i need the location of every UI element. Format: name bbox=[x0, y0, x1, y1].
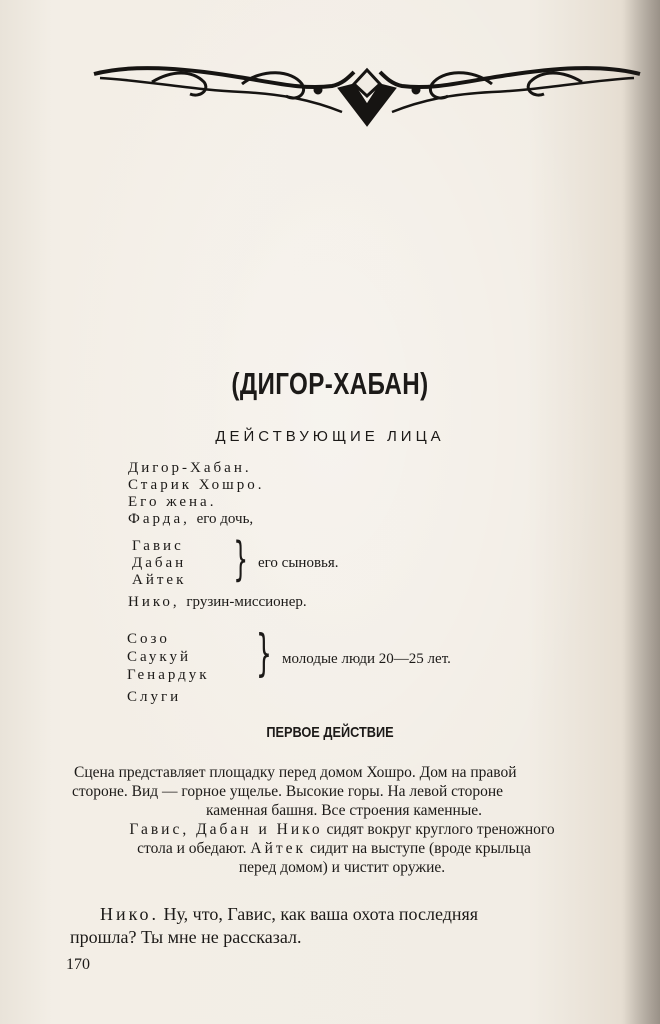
brace-icon: } bbox=[255, 624, 272, 682]
cast-member: Дабан bbox=[132, 555, 187, 571]
scroll-ornament-icon bbox=[92, 60, 642, 132]
cast-member: Фарда, его дочь, bbox=[128, 511, 254, 527]
stage-line: перед домом) и чистит оружие. bbox=[238, 859, 446, 876]
cast-member: Его жена. bbox=[128, 494, 217, 510]
youth-note: молодые люди 20—25 лет. bbox=[282, 651, 451, 667]
cast-member: Созо bbox=[127, 631, 170, 647]
cast-member: Дигор-Хабан. bbox=[128, 460, 252, 476]
speaker-name: Нико. bbox=[100, 904, 159, 924]
cast-heading: ДЕЙСТВУЮЩИЕ ЛИЦА bbox=[215, 428, 445, 445]
page-number: 170 bbox=[66, 956, 90, 973]
act-heading: ПЕРВОЕ ДЕЙСТВИЕ bbox=[266, 724, 394, 741]
cast-member: Саукуй bbox=[127, 649, 192, 665]
stage-line: Сцена представляет площадку перед домом Хошро. Дом на правой bbox=[74, 764, 517, 781]
dialogue-line: прошла? Ты мне не рассказал. bbox=[70, 927, 302, 947]
cast-sons bbox=[132, 538, 186, 589]
brace-icon: } bbox=[233, 532, 248, 586]
stage-line: каменная башня. Все строения каменные. bbox=[205, 802, 482, 819]
cast-member: Айтек bbox=[132, 572, 187, 588]
cast-member: Слуги bbox=[127, 689, 182, 705]
stage-line: стола и обедают. Айтек сидит на выступе (вроде крыльца bbox=[137, 840, 531, 857]
cast-member: Генардук bbox=[127, 667, 210, 683]
cast-member: Старик Хошро. bbox=[128, 477, 265, 493]
dialogue-line: Нико. Ну, что, Гавис, как ваша охота последняя bbox=[100, 904, 479, 924]
cast-member: Нико, грузин-миссионер. bbox=[128, 594, 307, 610]
cast-servants bbox=[127, 689, 181, 706]
cast-niko bbox=[128, 594, 307, 611]
sons-note: его сыновья. bbox=[258, 555, 339, 571]
stage-line: Гавис, Дабан и Нико сидят вокруг круглого треножного bbox=[129, 821, 555, 838]
cast-list bbox=[128, 460, 264, 528]
cast-youth bbox=[127, 630, 210, 684]
cast-member: Гавис bbox=[132, 538, 184, 554]
stage-line: стороне. Вид — горное ущелье. Высокие горы. На левой стороне bbox=[72, 783, 504, 800]
play-title: (ДИГОР-ХАБАН) bbox=[231, 366, 429, 401]
